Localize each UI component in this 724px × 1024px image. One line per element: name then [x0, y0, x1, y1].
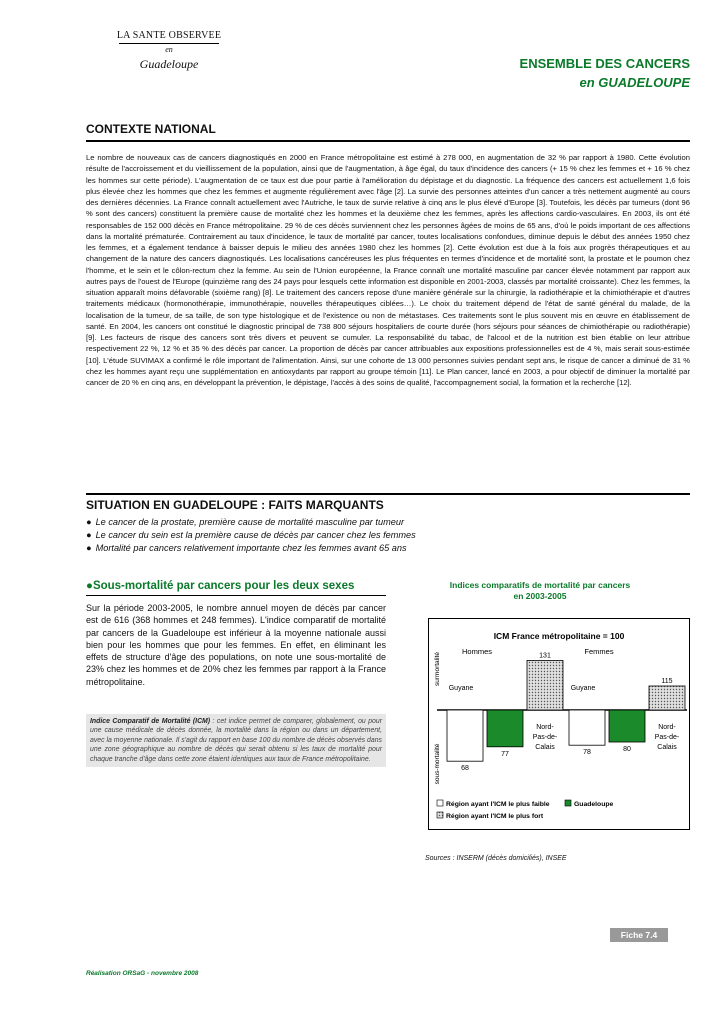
list-item: ● Le cancer de la prostate, première cause de mortalité masculine par tumeur [86, 517, 405, 527]
chart-value-label: 80 [623, 746, 631, 753]
contexte-body: Le nombre de nouveaux cas de cancers diagnostiqués en 2000 en France métropolitaine est estimé à 278 000, en augmentation de 32 % par rapport à 1980. Cette évolution résulte de l'accroissement et du vieillissement de la population, ainsi que de l'augmentation, à âge égal, du taux d'incidence des cancers (+ 15 % chez les femmes et + 16 % chez les hommes sur cette période). L'augmentation de ce taux est due pour partie à l'amélioration du dépistage et du diagnostic. La fréquence des cancers est actuellement 1,6 fois plus élevée chez les hommes que chez les femmes et augmente régulièrement avec l'âge [2]. La survie des personnes atteintes d'un cancer a très nettement augmenté au cours des dernières décennies. La France connaît actuellement avec l'Autriche, le taux de survie relative à cinq ans le plus élevé d'Europe [3]. Toutefois, les décès par tumeurs (dont 96 % sont des cancers) constituent la première cause de mortalité chez les hommes et la deuxième chez les femmes, après les affections cardio-vasculaires. En 2003, ils ont été responsables de 152 000 décès en France métropolitaine. 29 % de ces décès surviennent chez les personnes âgées de moins de 65 ans, d'où le poids important de ces affections dans la mortalité prématurée. Contrairement au taux d'incidence, le taux de mortalité par cancer, toutes localisations confondues, diminue depuis le début des années 1950 chez les femmes, et a également tendance à baisser depuis le milieu des années 1980 chez les hommes [2]. Cette évolution est due à la fois aux progrès thérapeutiques et au changement de la nature des cancers diagnostiqués. Les localisations cancéreuses les plus fréquentes en termes d'incidence et de mortalité sont, la prostate et le poumon chez l'homme, et le sein et le côlon-rectum chez la femme. Au sein de l'Union européenne, la France connaît une mortalité masculine par cancer élevée notamment par rapport aux autres pays de l'ouest de l'Europe (quinzième rang des 24 pays pour lesquels cette information est disponible en 2001-2003, classés par mortalité croissante). Chez les femmes, la situation apparaît moins défavorable (sixième rang) [8]. Le traitement des cancers repose d'une manière générale sur la chirurgie, la radiothérapie et la chimiothérapie et d'autres traitements médicaux (hormonothérapie, immunothérapie, nouvelles thérapeutiques ciblées…). Le choix du traitement dépend de l'état de santé général du malade, de la localisation de la tumeur, de sa taille, de son type histologique et de l'existence ou non de métastases. Ces traitements sont le plus souvent mis en œuvre en établissement de santé. En 2004, les cancers ont constitué le diagnostic principal de 738 800 séjours hospitaliers de courte durée (hors séjours pour séances de chimiothérapie ou radiothérapie) [9]. Les facteurs de risque des cancers sont très divers et peuvent se cumuler. La responsabilité du tabac, de l'alcool et de la nutrition est bien établie on leur attribue respectivement 22 %, 12 % et 35 % des décès par cancer. La proportion de décès par cancer attribuables aux expositions professionnelles est de 4 %, mais serait sous-estimée [10]. L'étude SUVIMAX a confirmé le rôle important de l'alimentation. Ainsi, sur une cohorte de 13 000 personnes suivies pendant sept ans, le risque de cancer a diminué de 31 % chez les hommes ayant reçu une supplémentation en antioxydants par rapport au groupe témoin [11]. Le Plan cancer, lancé en 2003, a pour objectif de diminuer la mortalité par cancer de 20 % en cinq ans, en développant la prévention, le dépistage, l'accès à des soins de qualité, l'accompagnement social, la formation et la recherche [12]. [86, 153, 690, 387]
chart-bar [487, 710, 523, 747]
chart-region-label: Calais [657, 744, 677, 751]
chart-bar [447, 710, 483, 761]
legend-label: Région ayant l'ICM le plus fort [446, 813, 544, 820]
page-title: ENSEMBLE DES CANCERS [519, 56, 690, 71]
chart-region-label: Calais [535, 744, 555, 751]
chart-group-label: Hommes [461, 647, 493, 656]
chart-ylabel-bottom: sous-mortalité [434, 743, 441, 785]
chart-value-label: 78 [583, 749, 591, 757]
fiche-badge: Fiche 7.4 [610, 928, 668, 942]
chart-region-label: Nord- [536, 724, 554, 731]
chart-region-label: Pas-de- [532, 734, 558, 741]
legend-swatch [437, 812, 443, 818]
logo-line3: Guadeloupe [139, 57, 199, 71]
faits-marquants-list [86, 516, 416, 555]
legend-label: Guadeloupe [574, 801, 614, 808]
chart-svg [429, 619, 689, 829]
divider [86, 140, 690, 142]
divider [86, 493, 690, 495]
chart-region-label: Guyane [570, 685, 596, 692]
divider [86, 595, 386, 596]
chart-title-line1: Indices comparatifs de mortalité par cancers [449, 580, 631, 590]
note-term: Indice Comparatif de Mortalité (ICM) [90, 718, 211, 725]
logo-rule [119, 43, 219, 44]
sousmortalite-paragraph: Sur la période 2003-2005, le nombre annuel moyen de décès par cancer est de 616 (368 hommes et 248 femmes). L'indice comparatif de mortalité par cancers de la Guadeloupe est inférieur à la moyenne nationale aussi bien pour les hommes que pour les femmes. En effet, en éliminant les effets de structure d'âge des populations, on note une sous-mortalité de 23% chez les hommes et de 20% chez les femmes par rapport à la France métropolitaine. [86, 603, 386, 687]
chart-title-line2: en 2003-2005 [513, 591, 567, 601]
icm-chart [428, 618, 690, 830]
chart-bar [527, 660, 563, 710]
chart-bar [609, 710, 645, 742]
bullet-icon: ● [86, 530, 92, 540]
situation-heading: SITUATION EN GUADELOUPE : FAITS MARQUANTS [86, 498, 384, 512]
bullet-icon: ● [86, 517, 92, 527]
bullet-icon: ● [86, 543, 92, 553]
legend-swatch [565, 800, 571, 806]
chart-bar [569, 710, 605, 745]
legend-swatch [437, 800, 443, 806]
list-item: ● Le cancer du sein est la première cause de décès par cancer chez les femmes [86, 530, 416, 540]
chart-value-label: 77 [501, 750, 509, 758]
footer: Réalisation ORSaG - novembre 2008 [86, 970, 199, 977]
list-item: ● Mortalité par cancers relativement importante chez les femmes avant 65 ans [86, 543, 407, 553]
chart-value-label: 131 [539, 652, 551, 660]
contexte-heading: CONTEXTE NATIONAL [86, 122, 216, 136]
chart-region-label: Pas-de- [654, 734, 680, 741]
sousmortalite-heading: ●Sous-mortalité par cancers pour les deux sexes [86, 580, 355, 592]
logo [104, 30, 234, 72]
chart-value-label: 68 [461, 765, 469, 773]
sources: Sources : INSERM (décès domiciliés), INSEE [425, 855, 567, 862]
chart-ylabel-top: surmortalité [434, 652, 441, 686]
chart-value-label: 115 [661, 678, 673, 685]
chart-title [420, 580, 660, 602]
chart-region-label: Guyane [448, 685, 474, 692]
chart-group-label: Femmes [584, 647, 614, 656]
logo-line2: en [165, 45, 173, 54]
page-subtitle: en GUADELOUPE [579, 75, 690, 90]
legend-label: Région ayant l'ICM le plus faible [446, 801, 550, 808]
icm-definition-note [86, 714, 386, 767]
chart-reference-label: ICM France métropolitaine = 100 [493, 631, 625, 641]
logo-line1: LA SANTE OBSERVEE [116, 30, 222, 41]
note-text: : cet indice permet de comparer, globalement, ou pour une cause médicale de décès donnée, la mortalité dans la région ou dans un département, avec la moyenne nationale. Il s'agit du rapport en base 100 du nombre de décès observés dans une zone géographique au nombre de décès qui serait obtenu si les taux de mortalité pour chaque tranche d'âge dans cette zone étaient identiques aux taux de France métropolitaine. [90, 718, 382, 763]
chart-region-label: Nord- [658, 724, 676, 731]
chart-bar [649, 686, 685, 710]
